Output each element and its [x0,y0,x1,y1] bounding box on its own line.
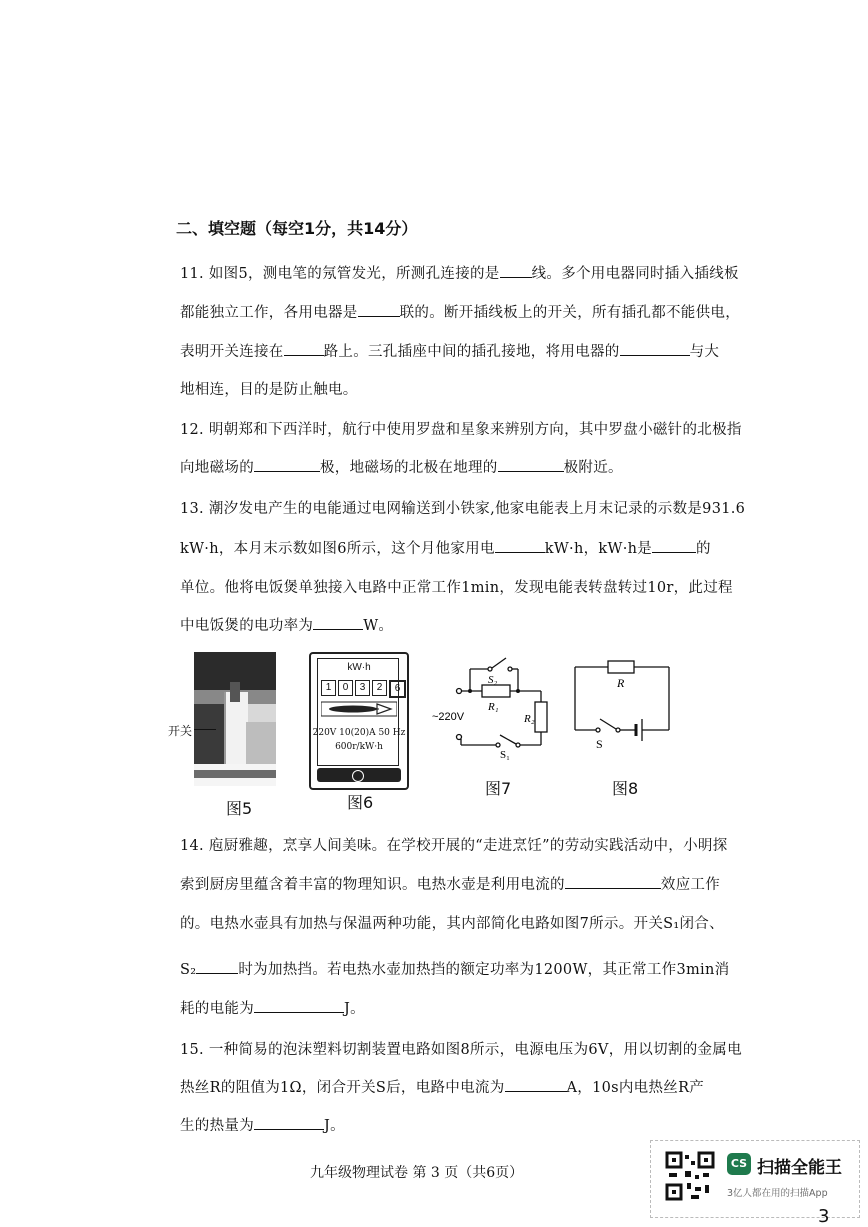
qr-code-icon [665,1151,715,1201]
answer-blank[interactable] [254,998,344,1013]
page-number: 3 [818,1206,830,1227]
q15-line3: 生的热量为 J。 [180,1114,345,1135]
q13-line2: kW·h，本月末示数如图6所示，这个月他家用电 kW·h，kW·h是 的 [180,537,711,558]
answer-blank[interactable] [565,874,661,889]
label-s1: S₁ [500,749,510,760]
q11-line3: 表明开关连接在 路上。三孔插座中间的插孔接地，将用电器的 与大 [180,340,719,361]
figure-7-caption: 图7 [485,779,512,798]
answer-blank[interactable] [498,457,564,472]
label-s2: S₂ [488,674,498,686]
q13-line4: 中电饭煲的电功率为 W。 [180,614,393,635]
answer-blank[interactable] [196,959,238,974]
answer-blank[interactable] [254,1115,324,1130]
label-r: R [617,676,625,690]
page-footer: 九年级物理试卷 第 3 页（共6页） [310,1165,524,1181]
figure-8-circuit [570,655,675,755]
scanner-slogan: 3亿人都在用的扫描App [727,1188,828,1199]
meter-spec-2: 600r/kW·h [335,742,383,752]
meter-digit: 3 [355,680,370,696]
answer-blank[interactable] [620,341,690,356]
answer-blank[interactable] [284,341,324,356]
label-r2: R₂ [524,713,535,725]
q11-line2: 都能独立工作，各用电器是 联的。断开插线板上的开关，所有插孔都不能供电， [180,301,740,322]
meter-disc-arrow [321,700,397,718]
q14-line4: S₂ 时为加热挡。若电热水壶加热挡的额定功率为1200W，其正常工作3min消 [180,958,729,979]
q14-line3: 的。电热水壶具有加热与保温两种功能，其内部简化电路如图7所示。开关S₁闭合、 [180,916,724,932]
label-s: S [596,737,603,751]
answer-blank[interactable] [313,615,363,630]
figure-6-meter [309,652,409,790]
figure-5-photo [194,652,276,786]
answer-blank[interactable] [358,302,400,317]
q13-line1: 13. 潮汐发电产生的电能通过电网输送到小铁家,他家电能表上月末记录的示数是931.6 [180,501,746,517]
section-title: 二、填空题（每空1分，共14分） [176,219,418,238]
meter-digit: 2 [372,680,387,696]
switch-label: 开关 [168,724,193,738]
meter-screw-icon [352,770,364,782]
meter-spec-1: 220V 10(20)A 50 Hz [312,728,406,738]
scanner-app-name: 扫描全能王 [757,1158,842,1178]
q14-line1: 14. 庖厨雅趣，烹享人间美味。在学校开展的“走进烹饪”的劳动实践活动中，小明探 [180,838,728,854]
figure-5-caption: 图5 [226,799,253,818]
answer-blank[interactable] [500,263,532,278]
q15-line1: 15. 一种简易的泡沫塑料切割装置电路如图8所示，电源电压为6V，用以切割的金属电 [180,1042,742,1058]
q14-line5: 耗的电能为 J。 [180,997,365,1018]
q11-line1: 11. 如图5，测电笔的氖管发光，所测孔连接的是 线。多个用电器同时插入插线板 [180,262,739,283]
meter-digits [321,680,406,698]
meter-digit: 6 [389,680,406,698]
answer-blank[interactable] [254,457,320,472]
q15-line2: 热丝R的阻值为1Ω，闭合开关S后，电路中电流为 A，10s内电热丝R产 [180,1076,704,1097]
q11-line4: 地相连，目的是防止触电。 [180,382,358,398]
figure-8-caption: 图8 [612,779,639,798]
answer-blank[interactable] [495,538,545,553]
q12-line1: 12. 明朝郑和下西洋时，航行中使用罗盘和星象来辨别方向，其中罗盘小磁针的北极指 [180,422,742,438]
meter-digit: 1 [321,680,336,696]
switch-pointer [194,729,216,730]
figure-6-caption: 图6 [347,793,374,812]
q13-line3: 单位。他将电饭煲单独接入电路中正常工作1min，发现电能表转盘转过10r，此过程 [180,580,733,596]
label-voltage: ~220V [432,711,465,723]
meter-digit: 0 [338,680,353,696]
answer-blank[interactable] [505,1077,567,1092]
meter-unit: kW·h [347,662,371,673]
scanner-logo: CS [727,1153,751,1175]
figure-7-circuit [430,650,555,760]
q14-line2: 索到厨房里蕴含着丰富的物理知识。电热水壶是利用电流的 效应工作 [180,873,720,894]
q12-line2: 向地磁场的 极，地磁场的北极在地理的 极附近。 [180,456,623,477]
label-r1: R₁ [488,701,499,713]
answer-blank[interactable] [652,538,696,553]
